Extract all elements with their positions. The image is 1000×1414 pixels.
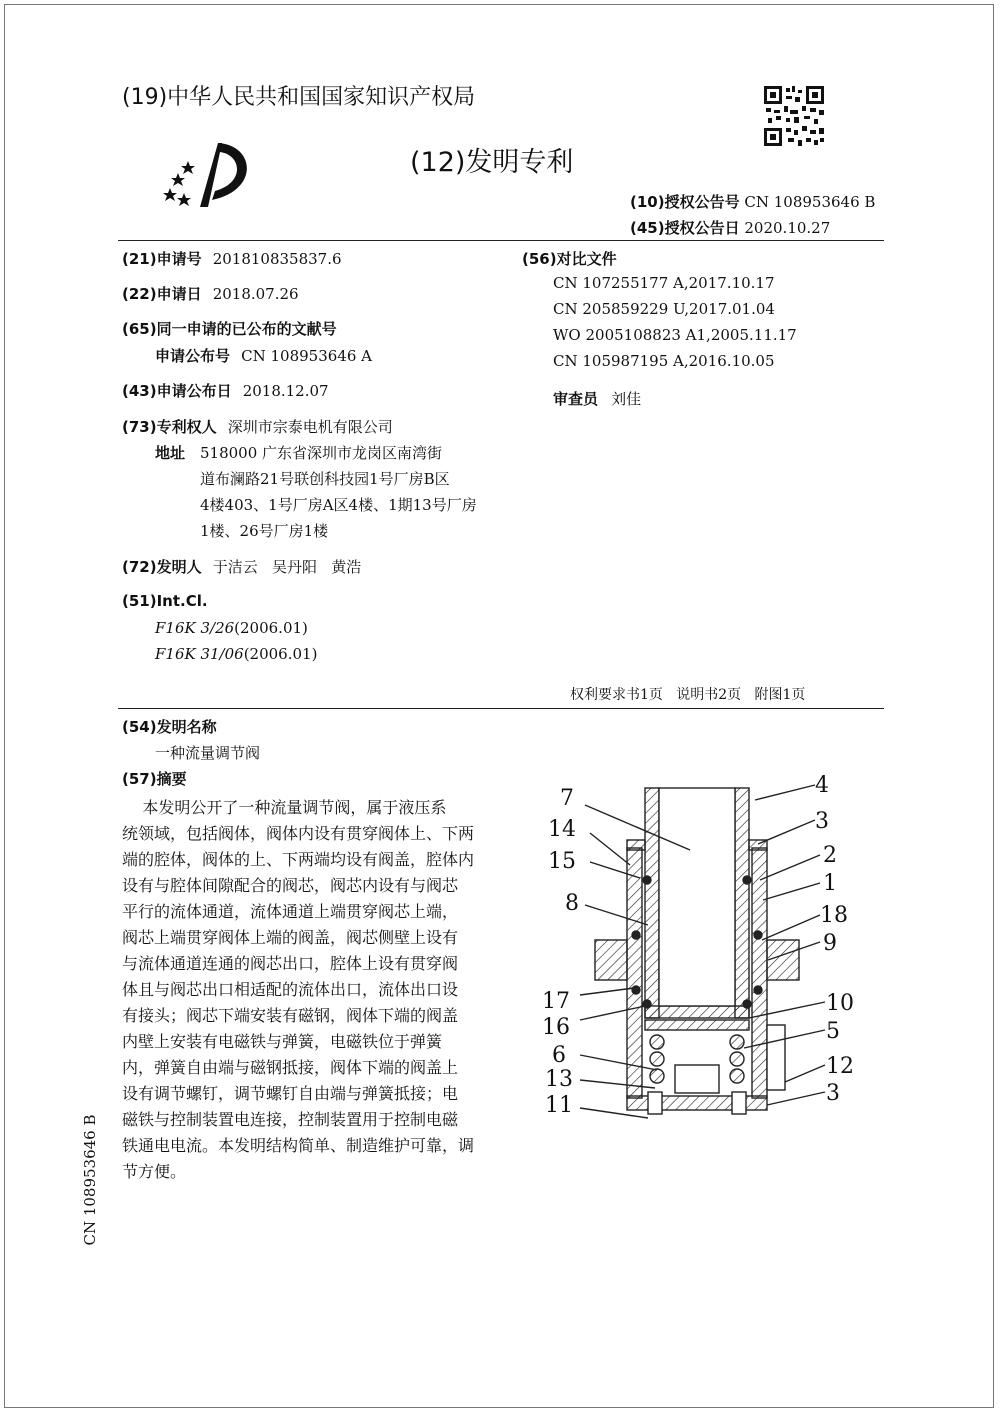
grant-number-label: (10)授权公告号 (630, 193, 740, 211)
figure-label: 3 (815, 809, 829, 834)
figure-label: 1 (823, 871, 837, 896)
int-cl-label: (51)Int.Cl. (122, 592, 208, 610)
abstract-line: 有接头；阀芯下端安装有磁钢，阀体下端的阀盖 (122, 1006, 459, 1025)
abstract-label: (57)摘要 (122, 770, 187, 788)
abstract-line: 端的腔体，阀体的上、下两端均设有阀盖，腔体内 (122, 850, 475, 869)
abstract-line: 本发明公开了一种流量调节阀，属于液压系 (122, 798, 447, 817)
side-publication-number: CN 108953646 B (81, 1114, 99, 1246)
valve-figure (530, 770, 870, 1140)
abstract-line: 与流体通道连通的阀芯出口，腔体上设有贯穿阀 (122, 954, 459, 973)
section-divider (118, 708, 884, 709)
figure-label: 18 (820, 903, 848, 928)
ipc-code: F16K 3/26 (155, 619, 235, 637)
ipc-row (155, 644, 317, 663)
figure-label: 8 (565, 891, 579, 916)
figure-label: 5 (826, 1019, 840, 1044)
office-name: (19)中华人民共和国国家知识产权局 (122, 85, 476, 110)
figure-label: 15 (548, 849, 576, 874)
publication-date-row (122, 380, 329, 401)
cnipa-logo (160, 135, 270, 210)
address-line: 4楼403、1号厂房A区4楼、1期13号厂房 (200, 496, 477, 514)
page-border (4, 4, 994, 1408)
inventor-label: (72)发明人 (122, 558, 202, 576)
examiner-label: 审查员 (553, 390, 599, 408)
header-divider (118, 240, 884, 241)
abstract-line: 阀芯上端贯穿阀体上端的阀盖，阀芯侧壁上设有 (122, 928, 459, 947)
ipc-code: F16K 31/06 (155, 645, 244, 663)
abstract-line: 设有与腔体间隙配合的阀芯，阀芯内设有与阀芯 (122, 876, 459, 895)
document-type: (12)发明专利 (410, 147, 574, 178)
abstract-line: 磁铁与控制装置电连接，控制装置用于控制电磁 (122, 1110, 459, 1129)
examiner: 刘佳 (611, 390, 642, 408)
reference-item: WO 2005108823 A1,2005.11.17 (553, 326, 797, 344)
abstract-line: 统领域，包括阀体，阀体内设有贯穿阀体上、下两 (122, 824, 475, 843)
abstract-line: 内壁上安装有电磁铁与弹簧，电磁铁位于弹簧 (122, 1032, 443, 1051)
invention-title: 一种流量调节阀 (155, 744, 261, 762)
grant-number: CN 108953646 B (744, 193, 876, 211)
figure-label: 12 (826, 1054, 854, 1079)
filing-date-label: (22)申请日 (122, 285, 202, 303)
publication-number: CN 108953646 A (241, 347, 372, 365)
publication-number-label: 申请公布号 (155, 347, 231, 365)
figure-label: 16 (542, 1015, 570, 1040)
figure-label: 3 (826, 1081, 840, 1106)
abstract-line: 节方便。 (122, 1162, 187, 1181)
abstract-line: 铁通电电流。本发明结构简单、制造维护可靠，调 (122, 1136, 475, 1155)
figure-label: 4 (815, 773, 829, 798)
ipc-version: (2006.01) (234, 619, 308, 637)
patentee: 深圳市宗泰电机有限公司 (227, 418, 393, 436)
abstract-line: 设有调节螺钉，调节螺钉自由端与弹簧抵接；电 (122, 1084, 459, 1103)
ipc-row (155, 618, 308, 637)
patentee-row (122, 416, 393, 437)
grant-number-row (630, 191, 875, 212)
abstract-line: 体且与阀芯出口相适配的流体出口，流体出口设 (122, 980, 459, 999)
examiner-row (553, 388, 641, 409)
qr-code (762, 84, 826, 148)
publication-date-label: (43)申请公布日 (122, 382, 232, 400)
publication-date: 2018.12.07 (242, 382, 329, 400)
grant-date-label: (45)授权公告日 (630, 219, 740, 237)
filing-date-row (122, 283, 299, 304)
figure-label: 17 (542, 989, 570, 1014)
address-line: 518000 广东省深圳市龙岗区南湾街 (200, 444, 443, 462)
invention-title-label: (54)发明名称 (122, 718, 217, 736)
references-label: (56)对比文件 (522, 250, 617, 268)
grant-date: 2020.10.27 (744, 219, 831, 237)
figure-label: 6 (552, 1043, 566, 1068)
figure-label: 13 (545, 1067, 573, 1092)
filing-date: 2018.07.26 (212, 285, 299, 303)
patentee-label: (73)专利权人 (122, 418, 217, 436)
application-number-label: (21)申请号 (122, 250, 202, 268)
publication-number-row (155, 345, 372, 366)
pages-info: 权利要求书1页 说明书2页 附图1页 (570, 687, 806, 703)
figure-label: 11 (545, 1093, 573, 1118)
figure-label: 2 (823, 843, 837, 868)
address-line: 1楼、26号厂房1楼 (200, 522, 329, 540)
address-label: 地址 (155, 444, 186, 462)
inventors: 于洁云 吴丹阳 黄浩 (212, 558, 362, 576)
abstract-line: 平行的流体通道，流体通道上端贯穿阀芯上端， (122, 902, 459, 921)
abstract-line: 内，弹簧自由端与磁钢抵接，阀体下端的阀盖上 (122, 1058, 459, 1077)
reference-item: CN 205859229 U,2017.01.04 (553, 300, 775, 318)
figure-label: 14 (548, 817, 576, 842)
reference-item: CN 107255177 A,2017.10.17 (553, 274, 775, 292)
application-number: 201810835837.6 (212, 250, 342, 268)
figure-label: 9 (823, 931, 837, 956)
address-line: 道布澜路21号联创科技园1号厂房B区 (200, 470, 450, 488)
figure-label: 7 (560, 786, 574, 811)
ipc-version: (2006.01) (243, 645, 318, 663)
application-number-row (122, 248, 342, 269)
inventor-row (122, 556, 361, 577)
reference-item: CN 105987195 A,2016.10.05 (553, 352, 775, 370)
grant-date-row (630, 217, 830, 238)
related-publication-label: (65)同一申请的已公布的文献号 (122, 320, 337, 338)
figure-label: 10 (826, 991, 854, 1016)
